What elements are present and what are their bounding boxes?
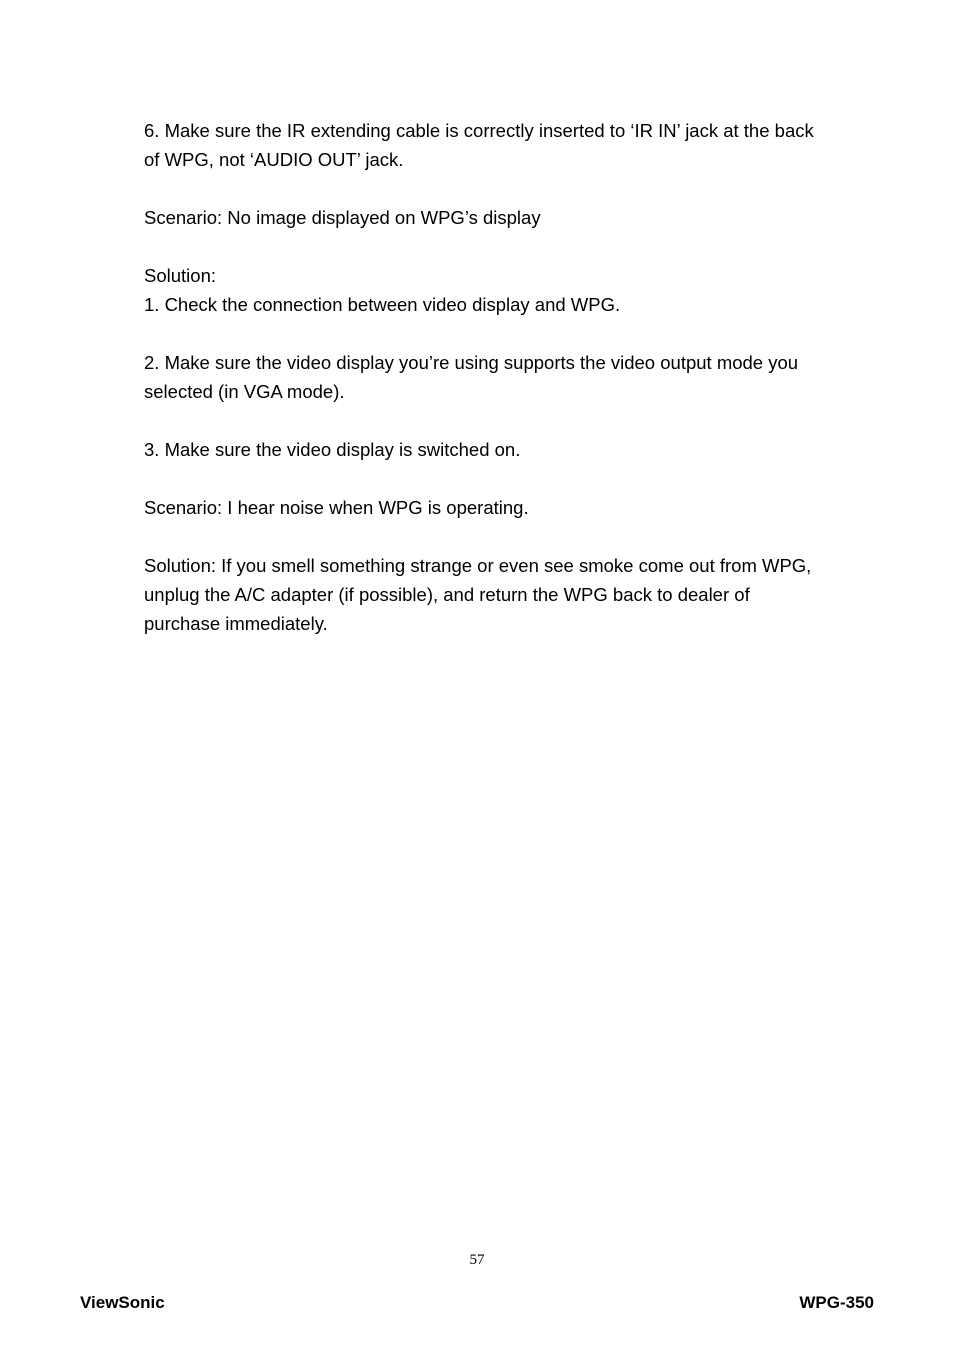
footer-model: WPG-350 (799, 1293, 874, 1312)
step-1-check-connection: 1. Check the connection between video display and WPG. (144, 294, 621, 315)
document-body (144, 116, 824, 667)
scenario-noise: Scenario: I hear noise when WPG is operating. (144, 497, 529, 518)
scenario-no-image: Scenario: No image displayed on WPG’s display (144, 207, 541, 228)
step-3-display-on: 3. Make sure the video display is switched on. (144, 439, 521, 460)
page-number: 57 (469, 1252, 485, 1268)
solution-heading: Solution: (144, 265, 216, 286)
footer-brand: ViewSonic (80, 1293, 165, 1312)
step-6-ir-cable: 6. Make sure the IR extending cable is correctly inserted to ‘IR IN’ jack at the back of WPG, not ‘AUDIO OUT’ jack. (144, 120, 814, 170)
step-2-video-output-mode: 2. Make sure the video display you’re using supports the video output mode you selected (in VGA mode). (144, 352, 799, 402)
solution-unplug: Solution: If you smell something strange or even see smoke come out from WPG, unplug the A/C adapter (if possible), and return the WPG back to dealer of purchase immediately. (144, 555, 812, 634)
